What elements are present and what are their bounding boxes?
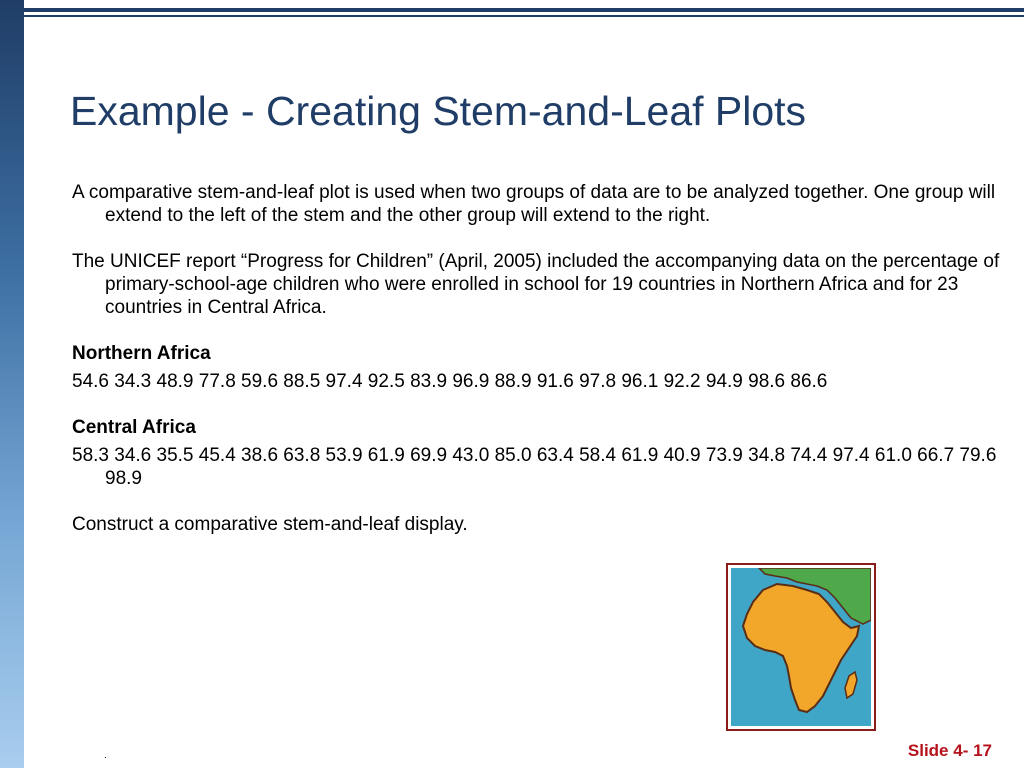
central-africa-heading: Central Africa: [72, 417, 196, 438]
footer-dot: .: [104, 750, 107, 761]
northern-africa-heading: Northern Africa: [72, 343, 211, 364]
top-rule-thick: [24, 8, 1024, 12]
top-rule-thin: [24, 15, 1024, 17]
africa-map-picture: [726, 563, 876, 731]
northern-africa-data: 54.6 34.3 48.9 77.8 59.6 88.5 97.4 92.5 83.9 96.9 88.9 91.6 97.8 96.1 92.2 94.9 98.6 86.6: [72, 371, 828, 392]
intro-paragraph: A comparative stem-and-leaf plot is used when two groups of data are to be analyzed together. One group will extend to the left of the stem and the other group will extend to the right.: [72, 182, 996, 226]
slide-body: [72, 181, 1002, 536]
africa-map-icon: [731, 568, 871, 726]
central-africa-data: 58.3 34.6 35.5 45.4 38.6 63.8 53.9 61.9 69.9 43.0 85.0 63.4 58.4 61.9 40.9 73.9 34.8 74.4 97.4 61.0 66.7 79.6 98.9: [72, 445, 997, 489]
slide-title: Example - Creating Stem-and-Leaf Plots: [70, 88, 807, 134]
slide-number: Slide 4- 17: [907, 741, 992, 760]
instruction-paragraph: Construct a comparative stem-and-leaf display.: [72, 514, 468, 535]
sidebar-gradient-bar: [0, 0, 24, 768]
source-paragraph: The UNICEF report “Progress for Children” (April, 2005) included the accompanying data on the percentage of primary-school-age children who were enrolled in school for 19 countries in Northern Africa and for 23 countries in Central Africa.: [72, 251, 1000, 318]
